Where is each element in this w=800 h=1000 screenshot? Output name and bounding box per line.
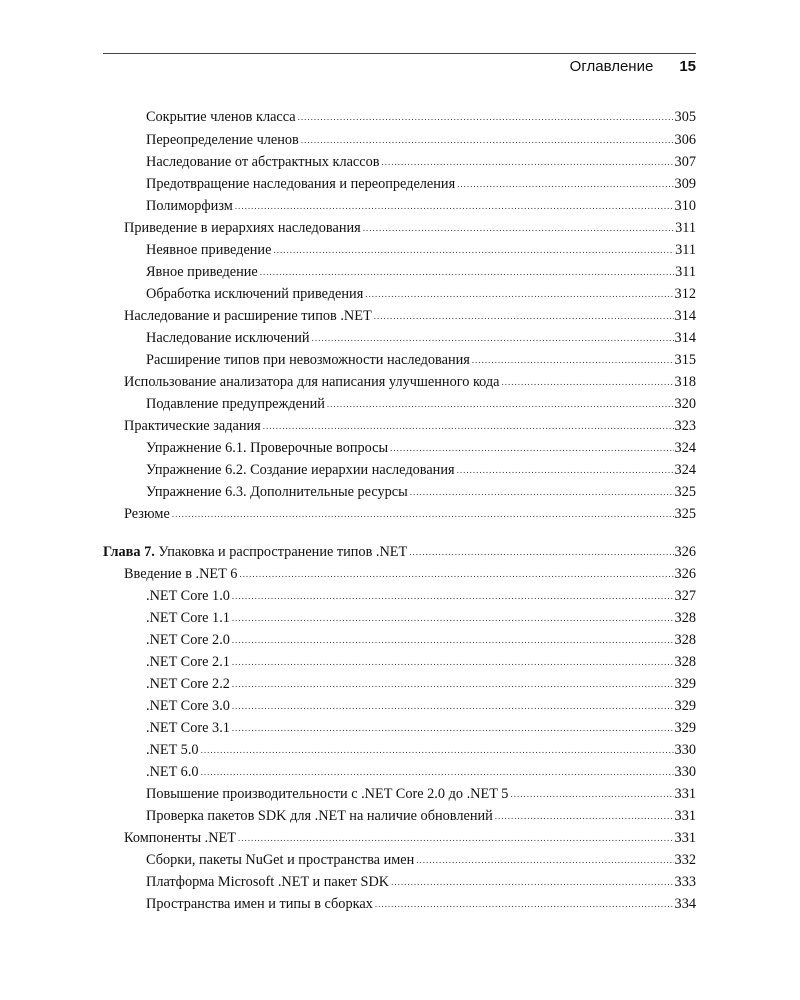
toc-leader-dots	[232, 636, 674, 647]
toc-entry[interactable]	[146, 669, 696, 691]
toc-entry-page: 324	[674, 461, 696, 478]
toc-entry-page: 331	[674, 785, 696, 802]
toc-entry[interactable]	[146, 102, 696, 124]
toc-leader-dots	[365, 290, 673, 301]
toc-entry-label: Обработка исключений приведения	[146, 285, 364, 302]
toc-leader-dots	[391, 878, 673, 889]
toc-entry-page: 333	[674, 873, 696, 890]
toc-leader-dots	[201, 768, 674, 779]
toc-entry[interactable]	[146, 757, 696, 779]
toc-entry-label: .NET Core 1.1	[146, 609, 230, 626]
toc-chapter-entry[interactable]	[103, 537, 696, 559]
toc-entry-label: Сборки, пакеты NuGet и пространства имен	[146, 851, 415, 868]
toc-entry[interactable]	[146, 433, 696, 455]
toc-entry[interactable]	[146, 455, 696, 477]
toc-entry[interactable]	[146, 801, 696, 823]
toc-entry[interactable]	[146, 191, 696, 213]
chapter-title: Упаковка и распространение типов .NET	[158, 543, 408, 560]
toc-entry-label: Наследование исключений	[146, 329, 310, 346]
toc-entry[interactable]	[124, 411, 696, 433]
toc-entry[interactable]	[146, 779, 696, 801]
toc-entry-label: Явное приведение	[146, 263, 258, 280]
toc-entry-label: Подавление предупреждений	[146, 395, 325, 412]
toc-entry[interactable]	[124, 559, 696, 581]
toc-entry-page: 311	[675, 241, 696, 258]
toc-leader-dots	[232, 592, 674, 603]
toc-entry-page: 331	[674, 807, 696, 824]
toc-entry-label: Пространства имен и типы в сборках	[146, 895, 373, 912]
toc-entry-page: 328	[674, 609, 696, 626]
toc-entry-label: Упражнение 6.2. Создание иерархии наследования	[146, 461, 455, 478]
toc-leader-dots	[232, 702, 674, 713]
toc-entry-label: Расширение типов при невозможности наследования	[146, 351, 470, 368]
toc-entry[interactable]	[146, 389, 696, 411]
toc-entry[interactable]	[124, 499, 696, 521]
toc-entry-label: Компоненты .NET	[124, 829, 236, 846]
toc-leader-dots	[495, 812, 674, 823]
toc-entry-label	[103, 545, 409, 559]
toc-leader-dots	[232, 614, 674, 625]
toc-entry-page: 332	[674, 851, 696, 868]
toc-entry-label: .NET Core 2.0	[146, 631, 230, 648]
toc-entry[interactable]	[124, 823, 696, 845]
toc-entry-label: .NET 6.0	[146, 763, 199, 780]
toc-entry-label: Платформа Microsoft .NET и пакет SDK	[146, 873, 390, 890]
toc-entry-page: 312	[674, 285, 696, 302]
toc-entry[interactable]	[146, 647, 696, 669]
toc-leader-dots	[273, 246, 674, 257]
toc-entry-label: Упражнение 6.3. Дополнительные ресурсы	[146, 483, 408, 500]
toc-entry-label: Использование анализатора для написания улучшенного кода	[124, 373, 500, 390]
toc-entry-page: 305	[674, 108, 696, 125]
toc-leader-dots	[260, 268, 674, 279]
toc-entry-page: 325	[674, 505, 696, 522]
toc-entry-page: 331	[674, 829, 696, 846]
toc-leader-dots	[201, 746, 674, 757]
toc-entry[interactable]	[146, 889, 696, 911]
toc-entry[interactable]	[146, 323, 696, 345]
toc-entry-page: 328	[674, 653, 696, 670]
toc-entry-label: .NET Core 3.0	[146, 697, 230, 714]
toc-entry-page: 330	[674, 763, 696, 780]
toc-entry-page: 311	[675, 219, 696, 236]
toc-entry[interactable]	[146, 257, 696, 279]
toc-entry-label: .NET 5.0	[146, 741, 199, 758]
toc-entry-page: 311	[675, 263, 696, 280]
toc-entry-page: 326	[674, 543, 696, 560]
toc-entry[interactable]	[124, 301, 696, 323]
toc-entry-label: Приведение в иерархиях наследования	[124, 219, 361, 236]
toc-entry[interactable]	[146, 867, 696, 889]
toc-entry-page: 323	[674, 417, 696, 434]
toc-entry[interactable]	[146, 735, 696, 757]
header-page-number: 15	[679, 58, 696, 75]
toc-entry-page: 325	[674, 483, 696, 500]
toc-leader-dots	[232, 680, 674, 691]
toc-leader-dots	[409, 548, 673, 559]
toc-entry[interactable]	[146, 625, 696, 647]
toc-entry-label: Предотвращение наследования и переопределения	[146, 175, 456, 192]
toc-leader-dots	[172, 510, 674, 521]
toc-entry-page: 328	[674, 631, 696, 648]
toc-leader-dots	[382, 158, 674, 169]
toc-entry-label: Повышение производительности с .NET Core 2.0 до .NET 5	[146, 785, 509, 802]
toc-entry-page: 314	[674, 307, 696, 324]
toc-entry[interactable]	[146, 581, 696, 603]
toc-leader-dots	[363, 224, 674, 235]
toc-entry[interactable]	[146, 713, 696, 735]
toc-leader-dots	[235, 202, 674, 213]
toc-entry-page: 320	[674, 395, 696, 412]
toc-entry-label: Резюме	[124, 505, 170, 522]
toc-entry-label: .NET Core 3.1	[146, 719, 230, 736]
toc-entry-label: Практические задания	[124, 417, 261, 434]
toc-leader-dots	[374, 312, 674, 323]
toc-leader-dots	[416, 856, 673, 867]
toc-entry-page: 334	[674, 895, 696, 912]
header-title: Оглавление	[569, 58, 654, 75]
toc-entry[interactable]	[146, 345, 696, 367]
toc-entry-page: 326	[674, 565, 696, 582]
toc-entry[interactable]	[124, 213, 696, 235]
toc-entry-page: 309	[674, 175, 696, 192]
toc-entry[interactable]	[146, 169, 696, 191]
toc-leader-dots	[239, 570, 673, 581]
toc-entry-label: Упражнение 6.1. Проверочные вопросы	[146, 439, 389, 456]
toc-entry-label: Проверка пакетов SDK для .NET на наличие обновлений	[146, 807, 493, 824]
toc-leader-dots	[410, 488, 674, 499]
toc-entry[interactable]	[146, 235, 696, 257]
toc-entry-label: .NET Core 2.1	[146, 653, 230, 670]
toc-entry[interactable]	[146, 147, 696, 169]
chapter-prefix: Глава 7.	[103, 543, 155, 560]
toc-entry-label: Наследование от абстрактных классов	[146, 153, 380, 170]
toc-entry[interactable]	[146, 477, 696, 499]
toc-leader-dots	[457, 180, 673, 191]
toc-entry-label: Наследование и расширение типов .NET	[124, 307, 372, 324]
toc-entry-label: .NET Core 2.2	[146, 675, 230, 692]
toc-leader-dots	[472, 356, 674, 367]
toc-entry-page: 324	[674, 439, 696, 456]
toc-entry[interactable]	[146, 691, 696, 713]
toc-leader-dots	[375, 900, 674, 911]
running-header	[103, 58, 696, 82]
toc-leader-dots	[232, 724, 674, 735]
toc-entry-page: 327	[674, 587, 696, 604]
toc-leader-dots	[457, 466, 674, 477]
toc-leader-dots	[502, 378, 674, 389]
toc-entry-page: 307	[674, 153, 696, 170]
toc-entry-page: 306	[674, 131, 696, 148]
toc-entry[interactable]	[124, 367, 696, 389]
toc-entry-page: 314	[674, 329, 696, 346]
toc-leader-dots	[510, 790, 673, 801]
toc-entry-page: 315	[674, 351, 696, 368]
toc-entry-page: 329	[674, 719, 696, 736]
toc-leader-dots	[390, 444, 673, 455]
toc-entry-label: Введение в .NET 6	[124, 565, 238, 582]
toc-entry[interactable]	[146, 279, 696, 301]
toc-entry[interactable]	[146, 603, 696, 625]
toc-entry-page: 329	[674, 697, 696, 714]
toc-entry-label: .NET Core 1.0	[146, 587, 230, 604]
toc-entry-page: 329	[674, 675, 696, 692]
toc-leader-dots	[327, 400, 674, 411]
header-rule	[103, 53, 696, 54]
toc-leader-dots	[232, 658, 674, 669]
toc-leader-dots	[301, 136, 674, 147]
toc-entry-label: Неявное приведение	[146, 241, 272, 258]
toc-leader-dots	[263, 422, 674, 433]
toc-entry-page: 330	[674, 741, 696, 758]
toc-leader-dots	[238, 834, 674, 845]
toc-entry-label: Переопределение членов	[146, 131, 299, 148]
toc-entry-page: 318	[674, 373, 696, 390]
toc-entry-label: Сокрытие членов класса	[146, 108, 296, 125]
toc-leader-dots	[298, 113, 674, 124]
toc-entry[interactable]	[146, 125, 696, 147]
toc-leader-dots	[312, 334, 674, 345]
toc-entry-label: Полиморфизм	[146, 197, 233, 214]
toc-entry[interactable]	[146, 845, 696, 867]
toc-entry-page: 310	[674, 197, 696, 214]
